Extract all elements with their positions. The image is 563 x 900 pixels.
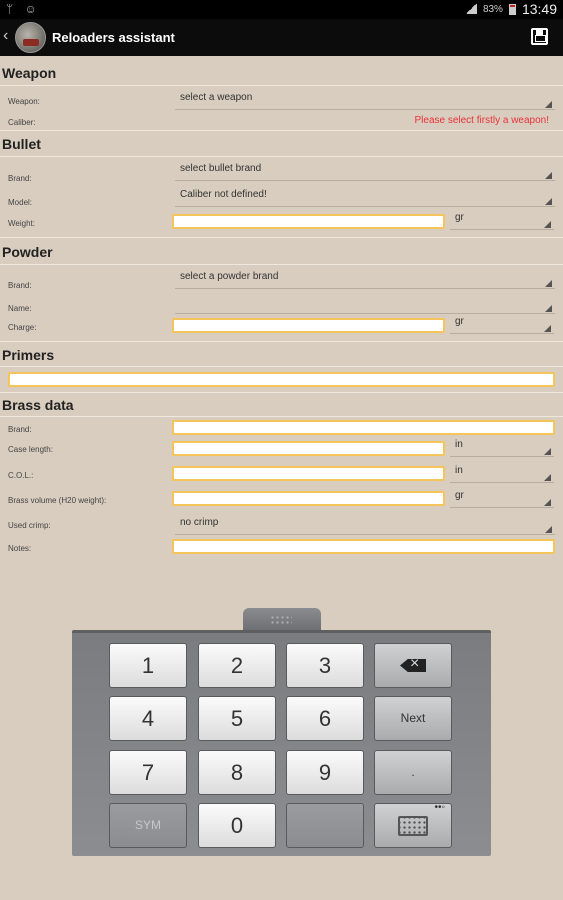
key-0[interactable]: 0 (198, 803, 276, 848)
caliber-warning: Please select firstly a weapon! (414, 115, 549, 126)
dropdown-triangle-icon (545, 305, 552, 312)
backspace-key[interactable] (374, 643, 452, 688)
case-length-label: Case length: (8, 445, 53, 454)
dropdown-triangle-icon (545, 526, 552, 533)
key-1[interactable]: 1 (109, 643, 187, 688)
battery-icon (509, 4, 516, 15)
key-8[interactable]: 8 (198, 750, 276, 795)
key-3[interactable]: 3 (286, 643, 364, 688)
powder-name-label: Name: (8, 304, 32, 313)
dropdown-triangle-icon (544, 221, 551, 228)
clock: 13:49 (521, 1, 557, 17)
battery-percent: 83% (482, 3, 503, 15)
caliber-label: Caliber: (8, 118, 36, 127)
powder-brand-label: Brand: (8, 281, 32, 290)
bullet-brand-label: Brand: (8, 174, 32, 183)
grip-icon (270, 615, 292, 625)
weapon-spinner-value: select a weapon (180, 92, 253, 103)
section-weapon-title: Weapon (2, 65, 57, 81)
keyboard-handle[interactable] (243, 608, 321, 632)
powder-charge-unit: gr (455, 316, 464, 327)
bullet-weight-input[interactable] (172, 214, 445, 229)
dropdown-triangle-icon (544, 499, 551, 506)
next-key[interactable]: Next (374, 696, 452, 741)
powder-charge-label: Charge: (8, 323, 37, 332)
key-5[interactable]: 5 (198, 696, 276, 741)
primers-input[interactable] (8, 372, 555, 387)
bullet-model-spinner[interactable] (175, 189, 555, 207)
section-primers-title: Primers (2, 347, 55, 363)
sym-key[interactable]: SYM (109, 803, 187, 848)
key-9[interactable]: 9 (286, 750, 364, 795)
dropdown-triangle-icon (545, 198, 552, 205)
app-title: Reloaders assistant (52, 30, 175, 45)
bullet-weight-unit-spinner[interactable] (450, 212, 554, 230)
crimp-spinner[interactable] (175, 517, 555, 535)
case-length-unit: in (455, 439, 463, 450)
dropdown-triangle-icon (545, 172, 552, 179)
status-bar (0, 0, 563, 19)
powder-name-spinner[interactable] (175, 296, 555, 314)
col-input[interactable] (172, 466, 445, 481)
crimp-value: no crimp (180, 517, 219, 528)
save-icon[interactable] (531, 28, 548, 45)
divider (0, 264, 563, 265)
brass-volume-label: Brass volume (H20 weight): (8, 496, 107, 505)
bullet-brand-value: select bullet brand (180, 163, 262, 174)
notes-input[interactable] (172, 539, 555, 554)
dropdown-triangle-icon (544, 448, 551, 455)
weapon-label: Weapon: (8, 97, 40, 106)
notification-icons: ᛘ ☺ (6, 2, 41, 16)
powder-brand-spinner[interactable] (175, 271, 555, 289)
brass-brand-input[interactable] (172, 420, 555, 435)
divider (0, 366, 563, 367)
bullet-model-value: Caliber not defined! (180, 189, 267, 200)
brass-volume-input[interactable] (172, 491, 445, 506)
section-powder-title: Powder (2, 244, 53, 260)
brass-brand-label: Brand: (8, 425, 32, 434)
app-logo[interactable] (15, 22, 46, 53)
divider (0, 156, 563, 157)
action-bar (0, 19, 563, 56)
more-dots-icon: ••◦ (434, 802, 445, 813)
brass-volume-unit: gr (455, 490, 464, 501)
backspace-icon (400, 659, 426, 672)
case-length-input[interactable] (172, 441, 445, 456)
divider (0, 341, 563, 342)
dropdown-triangle-icon (545, 101, 552, 108)
divider (0, 392, 563, 393)
crimp-label: Used crimp: (8, 521, 51, 530)
key-7[interactable]: 7 (109, 750, 187, 795)
col-unit: in (455, 465, 463, 476)
dot-key[interactable]: . (374, 750, 452, 795)
numeric-keyboard (72, 630, 491, 856)
section-brass-title: Brass data (2, 397, 74, 413)
signal-icon (465, 4, 477, 14)
notes-label: Notes: (8, 544, 32, 553)
weapon-spinner[interactable] (175, 92, 555, 110)
key-6[interactable]: 6 (286, 696, 364, 741)
powder-brand-value: select a powder brand (180, 271, 279, 282)
col-label: C.O.L.: (8, 471, 34, 480)
bullet-model-label: Model: (8, 198, 33, 207)
case-length-unit-spinner[interactable] (450, 439, 554, 457)
key-4[interactable]: 4 (109, 696, 187, 741)
brass-volume-unit-spinner[interactable] (450, 490, 554, 508)
blank-key[interactable] (286, 803, 364, 848)
dropdown-triangle-icon (545, 280, 552, 287)
divider (0, 237, 563, 238)
section-bullet-title: Bullet (2, 136, 41, 152)
divider (0, 130, 563, 131)
keyboard-switch-key[interactable] (374, 803, 452, 848)
bullet-brand-spinner[interactable] (175, 163, 555, 181)
key-2[interactable]: 2 (198, 643, 276, 688)
divider (0, 416, 563, 417)
col-unit-spinner[interactable] (450, 465, 554, 483)
powder-charge-input[interactable] (172, 318, 445, 333)
powder-charge-unit-spinner[interactable] (450, 316, 554, 334)
back-chevron-icon[interactable]: ‹ (3, 27, 9, 44)
keyboard-icon (398, 816, 428, 836)
bullet-weight-label: Weight: (8, 219, 35, 228)
bullet-weight-unit: gr (455, 212, 464, 223)
dropdown-triangle-icon (544, 325, 551, 332)
dropdown-triangle-icon (544, 474, 551, 481)
divider (0, 85, 563, 86)
